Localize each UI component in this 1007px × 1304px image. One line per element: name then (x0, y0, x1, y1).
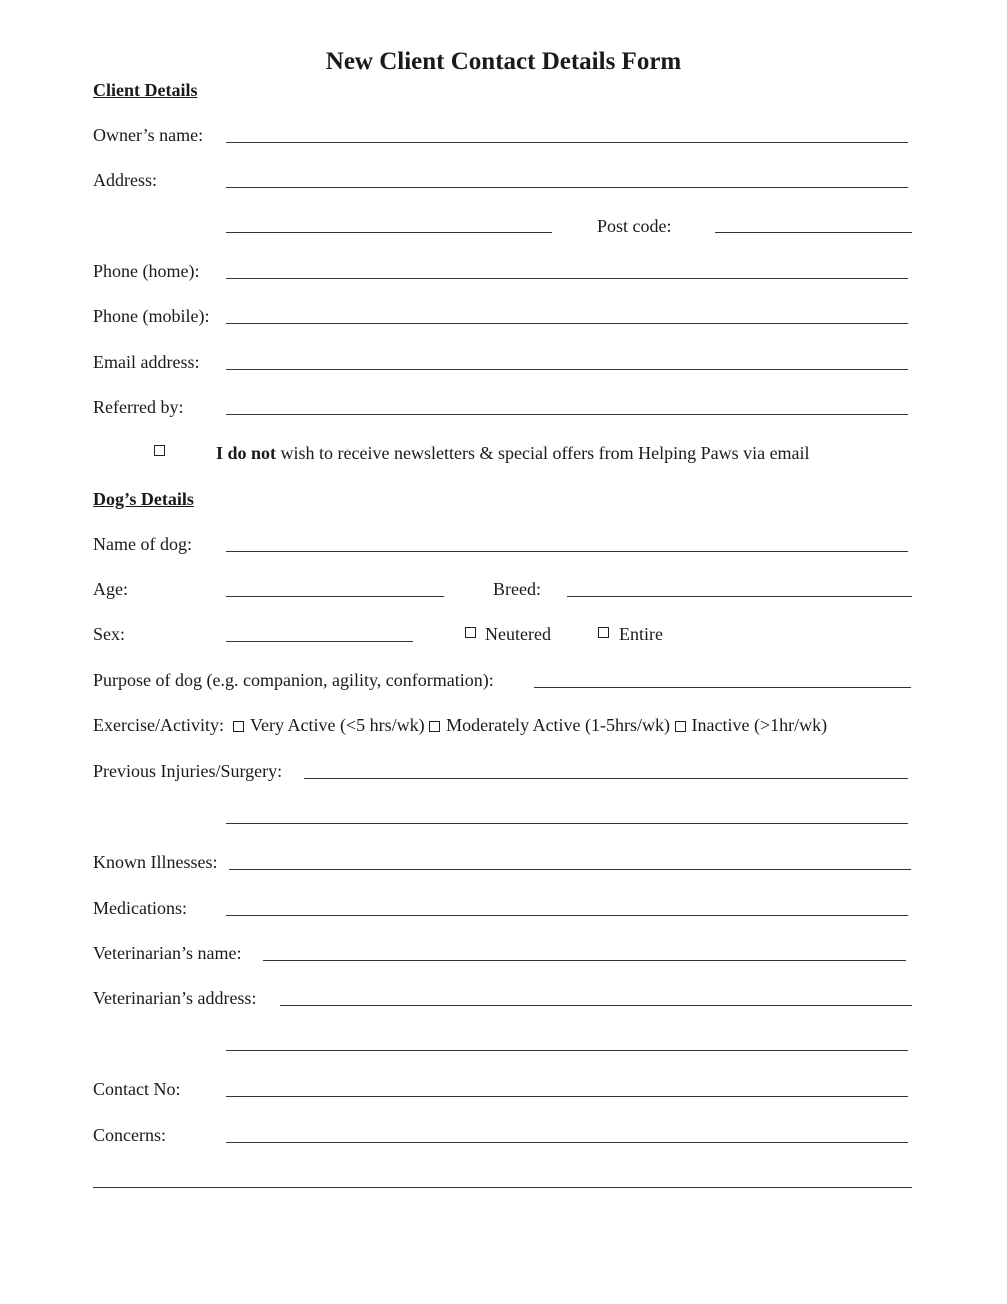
sex-field[interactable] (226, 641, 413, 642)
exercise-row (93, 714, 827, 736)
purpose-field[interactable] (534, 687, 911, 688)
newsletter-opt-out-checkbox[interactable] (154, 445, 165, 456)
owners-name-label: Owner’s name: (93, 125, 204, 145)
inactive-checkbox[interactable] (675, 721, 686, 732)
newsletter-opt-out-bold: I do not (216, 443, 277, 463)
contact-no-field[interactable] (226, 1096, 908, 1097)
vet-address-field[interactable] (280, 1005, 912, 1006)
entire-label: Entire (619, 624, 663, 644)
email-label: Email address: (93, 352, 200, 372)
moderately-active-checkbox[interactable] (429, 721, 440, 732)
newsletter-opt-out-text: wish to receive newsletters & special offers from Helping Paws via email (276, 443, 810, 463)
concerns-label: Concerns: (93, 1125, 166, 1145)
breed-label: Breed: (493, 579, 541, 599)
post-code-field[interactable] (715, 232, 912, 233)
referred-by-field[interactable] (226, 414, 908, 415)
vet-name-field[interactable] (263, 960, 906, 961)
address-line-1-field[interactable] (226, 187, 908, 188)
name-of-dog-label: Name of dog: (93, 534, 192, 554)
name-of-dog-field[interactable] (226, 551, 908, 552)
medications-field[interactable] (226, 915, 908, 916)
owners-name-field[interactable] (226, 142, 908, 143)
address-label: Address: (93, 170, 157, 190)
sex-label: Sex: (93, 624, 126, 644)
inactive-label: Inactive (>1hr/wk) (691, 715, 828, 735)
email-field[interactable] (226, 369, 908, 370)
contact-no-label: Contact No: (93, 1079, 181, 1099)
referred-by-label: Referred by: (93, 397, 184, 417)
concerns-field[interactable] (226, 1142, 908, 1143)
newsletter-opt-out-label (216, 442, 810, 464)
entire-checkbox[interactable] (598, 627, 609, 638)
dog-details-heading: Dog’s Details (93, 489, 194, 509)
neutered-checkbox[interactable] (465, 627, 476, 638)
client-details-heading: Client Details (93, 80, 198, 100)
moderately-active-label: Moderately Active (1-5hrs/wk) (446, 715, 671, 735)
injuries-field[interactable] (304, 778, 908, 779)
concerns-field-line-2[interactable] (93, 1187, 912, 1188)
phone-home-field[interactable] (226, 278, 908, 279)
age-field[interactable] (226, 596, 444, 597)
purpose-label: Purpose of dog (e.g. companion, agility, conformation): (93, 670, 494, 690)
vet-address-field-line-2[interactable] (226, 1050, 908, 1051)
exercise-label: Exercise/Activity: (93, 715, 224, 735)
breed-field[interactable] (567, 596, 912, 597)
address-line-2-field[interactable] (226, 232, 552, 233)
form-title: New Client Contact Details Form (325, 48, 682, 75)
vet-address-label: Veterinarian’s address: (93, 988, 257, 1008)
post-code-label: Post code: (597, 216, 672, 236)
injuries-field-line-2[interactable] (226, 823, 908, 824)
illnesses-label: Known Illnesses: (93, 852, 218, 872)
injuries-label: Previous Injuries/Surgery: (93, 761, 283, 781)
phone-home-label: Phone (home): (93, 261, 200, 281)
phone-mobile-label: Phone (mobile): (93, 306, 210, 326)
neutered-label: Neutered (485, 624, 551, 644)
vet-name-label: Veterinarian’s name: (93, 943, 242, 963)
medications-label: Medications: (93, 898, 187, 918)
illnesses-field[interactable] (229, 869, 911, 870)
phone-mobile-field[interactable] (226, 323, 908, 324)
very-active-checkbox[interactable] (233, 721, 244, 732)
age-label: Age: (93, 579, 128, 599)
very-active-label: Very Active (<5 hrs/wk) (249, 715, 425, 735)
